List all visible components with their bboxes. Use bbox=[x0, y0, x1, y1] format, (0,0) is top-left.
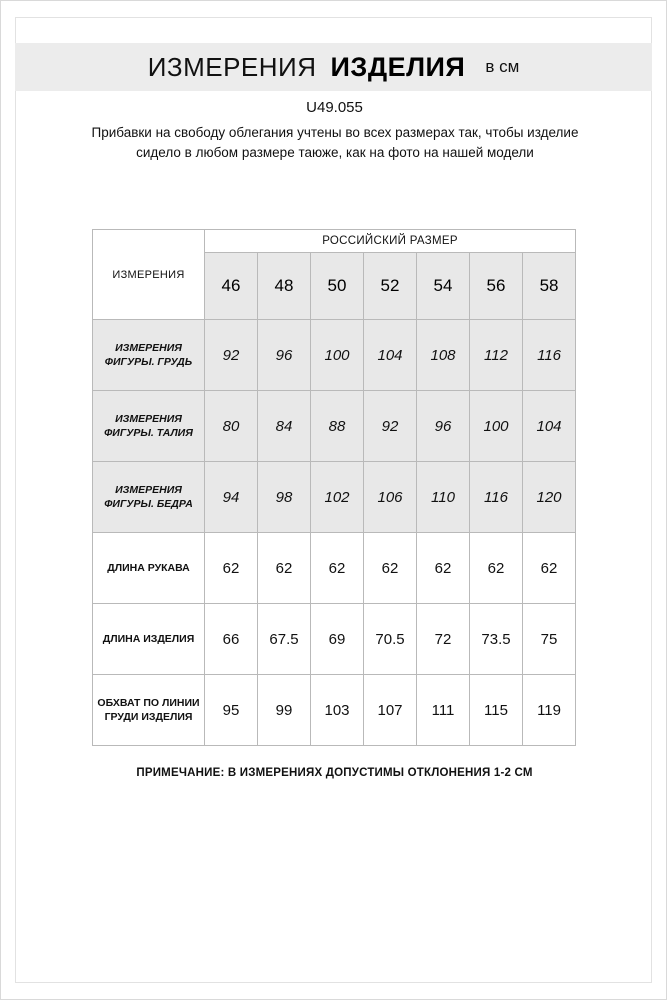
table-row bbox=[93, 675, 576, 746]
table-cell-value: 73.5 bbox=[470, 604, 523, 675]
table-cell-value: 62 bbox=[417, 533, 470, 604]
header-title-unit: в см bbox=[485, 57, 520, 76]
size-table-wrapper bbox=[92, 229, 576, 746]
table-cell-value: 100 bbox=[470, 391, 523, 462]
table-cell-value: 107 bbox=[364, 675, 417, 746]
size-table bbox=[92, 229, 576, 746]
table-group-header: РОССИЙСКИЙ РАЗМЕР bbox=[205, 230, 576, 253]
table-cell-value: 84 bbox=[258, 391, 311, 462]
table-cell-value: 80 bbox=[205, 391, 258, 462]
table-cell-value: 108 bbox=[417, 320, 470, 391]
table-row bbox=[93, 320, 576, 391]
table-note: ПРИМЕЧАНИЕ: В ИЗМЕРЕНИЯХ ДОПУСТИМЫ ОТКЛОНЕНИЯ 1-2 СМ bbox=[136, 767, 533, 779]
table-cell-value: 92 bbox=[364, 391, 417, 462]
table-cell-value: 66 bbox=[205, 604, 258, 675]
table-cell-value: 62 bbox=[205, 533, 258, 604]
table-cell-value: 99 bbox=[258, 675, 311, 746]
table-cell-value: 92 bbox=[205, 320, 258, 391]
table-cell-value: 115 bbox=[470, 675, 523, 746]
table-cell-value: 103 bbox=[311, 675, 364, 746]
table-cell-value: 67.5 bbox=[258, 604, 311, 675]
table-row-label: ДЛИНА ИЗДЕЛИЯ bbox=[93, 604, 205, 675]
table-size-header: 56 bbox=[470, 253, 523, 320]
table-cell-value: 111 bbox=[417, 675, 470, 746]
header-band bbox=[15, 43, 652, 91]
table-cell-value: 104 bbox=[523, 391, 576, 462]
table-row-label: ОБХВАТ ПО ЛИНИИ ГРУДИ ИЗДЕЛИЯ bbox=[93, 675, 205, 746]
table-size-header: 50 bbox=[311, 253, 364, 320]
table-cell-value: 106 bbox=[364, 462, 417, 533]
table-cell-value: 116 bbox=[470, 462, 523, 533]
table-row bbox=[93, 462, 576, 533]
table-cell-value: 69 bbox=[311, 604, 364, 675]
table-cell-value: 100 bbox=[311, 320, 364, 391]
table-cell-value: 94 bbox=[205, 462, 258, 533]
table-cell-value: 112 bbox=[470, 320, 523, 391]
table-row bbox=[93, 533, 576, 604]
table-cell-value: 62 bbox=[523, 533, 576, 604]
table-cell-value: 70.5 bbox=[364, 604, 417, 675]
table-cell-value: 98 bbox=[258, 462, 311, 533]
table-size-header: 54 bbox=[417, 253, 470, 320]
table-cell-value: 88 bbox=[311, 391, 364, 462]
table-cell-value: 102 bbox=[311, 462, 364, 533]
table-label-header: ИЗМЕРЕНИЯ bbox=[93, 230, 205, 320]
article-code: U49.055 bbox=[306, 99, 363, 116]
header-title bbox=[15, 43, 652, 91]
table-cell-value: 62 bbox=[258, 533, 311, 604]
table-cell-value: 75 bbox=[523, 604, 576, 675]
table-row bbox=[93, 391, 576, 462]
table-cell-value: 110 bbox=[417, 462, 470, 533]
header-title-part2: ИЗДЕЛИЯ bbox=[330, 51, 466, 82]
table-cell-value: 116 bbox=[523, 320, 576, 391]
table-size-header: 58 bbox=[523, 253, 576, 320]
table-row bbox=[93, 604, 576, 675]
table-row-label: ИЗМЕРЕНИЯ ФИГУРЫ. ТАЛИЯ bbox=[93, 391, 205, 462]
table-row-label: ИЗМЕРЕНИЯ ФИГУРЫ. БЕДРА bbox=[93, 462, 205, 533]
table-cell-value: 96 bbox=[258, 320, 311, 391]
table-cell-value: 120 bbox=[523, 462, 576, 533]
table-cell-value: 62 bbox=[311, 533, 364, 604]
table-size-header: 48 bbox=[258, 253, 311, 320]
description-text: Прибавки на свободу облегания учтены во всех размерах так, чтобы изделие сидело в любом размере таюже, как на фото на нашей модели bbox=[91, 125, 579, 160]
table-cell-value: 96 bbox=[417, 391, 470, 462]
table-row-label: ДЛИНА РУКАВА bbox=[93, 533, 205, 604]
table-size-header: 46 bbox=[205, 253, 258, 320]
table-cell-value: 62 bbox=[470, 533, 523, 604]
table-size-header: 52 bbox=[364, 253, 417, 320]
table-cell-value: 104 bbox=[364, 320, 417, 391]
header-title-part1: ИЗМЕРЕНИЯ bbox=[147, 51, 317, 82]
table-cell-value: 95 bbox=[205, 675, 258, 746]
table-cell-value: 119 bbox=[523, 675, 576, 746]
table-cell-value: 62 bbox=[364, 533, 417, 604]
table-cell-value: 72 bbox=[417, 604, 470, 675]
table-row-label: ИЗМЕРЕНИЯ ФИГУРЫ. ГРУДЬ bbox=[93, 320, 205, 391]
